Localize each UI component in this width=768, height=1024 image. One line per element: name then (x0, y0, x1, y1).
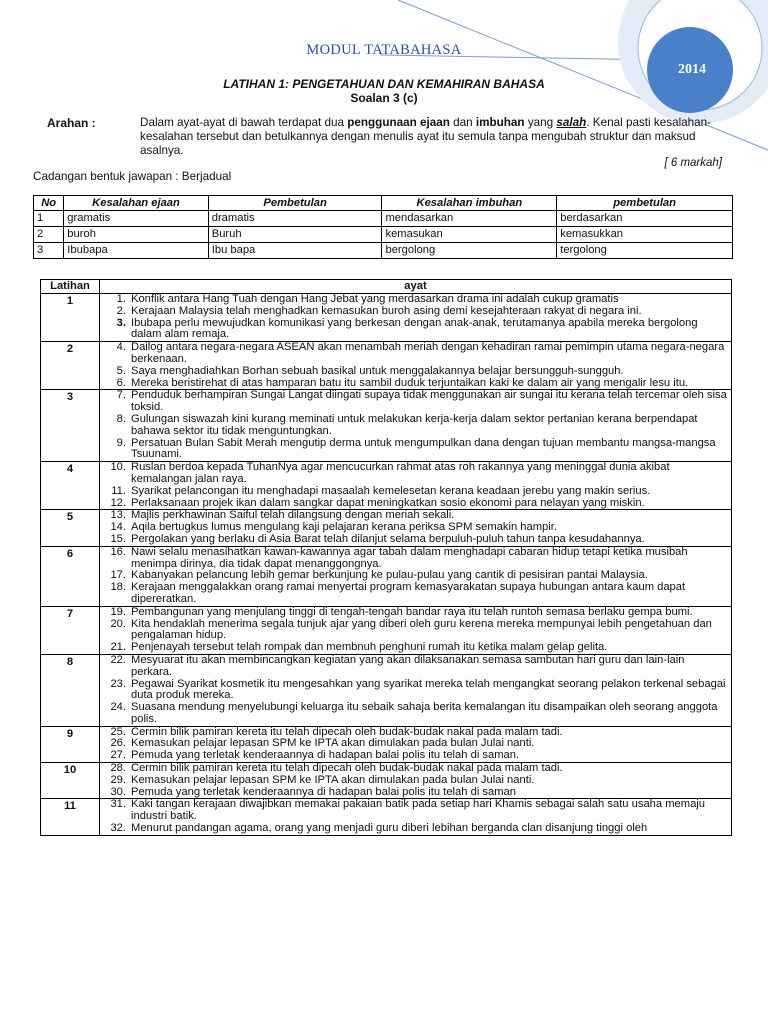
sentence-item (100, 655, 731, 679)
latihan-row (41, 763, 732, 799)
col-header-latihan: Latihan (41, 280, 100, 294)
markah-label: [ 6 markah] (664, 157, 722, 169)
latihan-number: 4 (41, 462, 100, 510)
sentence-number: 10. (110, 461, 126, 474)
latihan-number: 2 (41, 342, 100, 390)
sentence-item (100, 582, 731, 606)
sample-answer-table (33, 195, 733, 259)
ayat-cell (100, 294, 732, 342)
sentence-text: Penjenayah tersebut telah rompak dan membnuh penghuni rumah itu ketika malam gelap gelita. (131, 641, 608, 654)
ayat-cell (100, 799, 732, 835)
sentence-text: Gulungan siswazah kini kurang meminati untuk melakukan kerja-kerja dalam sektor pertanian kerana berpendapat bahawa sektor itu tidak menguntungkan. (131, 412, 698, 437)
table-cell: Ibu bapa (208, 243, 382, 259)
modul-title: MODUL TATABAHASA (306, 42, 462, 58)
sentence-number: 5. (116, 364, 126, 377)
table-cell: bergolong (382, 243, 557, 259)
sentence-text: Cermin bilik pamiran kereta itu telah dipecah oleh budak-budak nakal pada malam tadi. (131, 762, 563, 775)
latihan-number: 3 (41, 390, 100, 462)
sentence-text: Kerajaan Malaysia telah menghadkan kemasukan buroh asing demi kesejahteraan rakyat di negara ini. (131, 304, 642, 317)
latihan-number: 5 (41, 510, 100, 546)
year-label: 2014 (678, 62, 706, 77)
ayat-cell (100, 462, 732, 510)
sentence-number: 19. (110, 605, 126, 618)
sentence-number: 18. (110, 581, 126, 594)
table-cell: 1 (34, 211, 64, 227)
sentence-item (100, 438, 731, 462)
table-row (34, 211, 733, 227)
latihan-number: 6 (41, 546, 100, 606)
sentence-item (100, 534, 731, 546)
latihan-title: LATIHAN 1: PENGETAHUAN DAN KEMAHIRAN BAHASA (223, 77, 545, 91)
sentence-text: Dailog antara negara-negara ASEAN akan menambah meriah dengan kehadiran ramai pemimpin utama negara-negara berkenaan. (131, 341, 725, 365)
sentence-number: 22. (110, 653, 126, 666)
table-cell: berdasarkan (557, 211, 733, 227)
latihan-row (41, 390, 732, 462)
sentence-text: Ruslan berdoa kepada TuhanNya agar mencucurkan rahmat atas roh rakannya yang meninggal dunia akibat kemalangan jalan raya. (131, 461, 670, 485)
sentence-number: 20. (110, 617, 126, 630)
ayat-cell (100, 510, 732, 546)
sentence-item (100, 486, 731, 498)
col-header-pembetulan: Pembetulan (208, 196, 382, 211)
sentence-text: Kaki tangan kerajaan diwajibkan memakai pakaian batik pada setiap hari Khamis sebagai salah satu usaha memaju industri batik. (131, 798, 706, 823)
sentence-item (100, 378, 731, 390)
sentence-item (100, 679, 731, 703)
arahan-label: Arahan : (47, 116, 96, 130)
sentence-text: Ibubapa perlu mewujudkan komunikasi yang berkesan dengan anak-anak, terutamanya apabila mereka bergolong dalam alam remaja. (131, 316, 698, 341)
sentence-number: 3. (116, 316, 126, 329)
sentence-item (100, 498, 731, 510)
col-header-ayat: ayat (100, 280, 732, 294)
sentence-text: Konflik antara Hang Tuah dengan Hang Jebat yang merdasarkan drama ini adalah cukup gramatis (131, 293, 619, 305)
table-cell: Ibubapa (64, 243, 208, 259)
sentence-number: 28. (110, 762, 126, 775)
sentence-text: Syarikat pelancongan itu menghadapi masaalah kemelesetan kerana keadaan jerebu yang makin serius. (131, 484, 651, 497)
sentence-number: 25. (110, 725, 126, 738)
sentence-text: Majlis perkhawinan Saiful telah dilangsung dengan meriah sekali. (131, 509, 455, 522)
sentence-text: Suasana mendung menyelubungi keluarga itu sebaik sahaja berita kemalangan itu disampaikan oleh seorang anggota polis. (131, 701, 718, 725)
sentence-number: 1. (116, 293, 126, 305)
sentence-item (100, 775, 731, 787)
latihan-row (41, 510, 732, 546)
soalan-label: Soalan 3 (c) (350, 91, 418, 105)
sentence-item (100, 823, 731, 835)
sentence-item (100, 342, 731, 366)
latihan-row (41, 546, 732, 606)
latihan-number: 9 (41, 726, 100, 762)
table-cell: 2 (34, 227, 64, 243)
sentence-number: 24. (110, 701, 126, 714)
sentence-text: Mesyuarat itu akan membincangkan kegiatan yang akan dilaksanakan semasa sambutan hari guru dan lain-lain perkara. (131, 653, 685, 678)
table-cell: buroh (64, 227, 208, 243)
col-header-pembetulan-imbuhan: pembetulan (557, 196, 733, 211)
table-cell: 3 (34, 243, 64, 259)
cadangan-text: Cadangan bentuk jawapan : Berjadual (33, 170, 232, 183)
latihan-row (41, 294, 732, 342)
sentence-text: Pembangunan yang menjulang tinggi di tengah-tengah bandar raya itu telah runtoh semasa berlaku gempa bumi. (131, 605, 693, 618)
sentence-number: 30. (110, 785, 126, 798)
sentence-number: 26. (110, 737, 126, 750)
sentence-text: Kerajaan menggalakkan orang ramai menyertai program kemasyarakatan supaya hubungan antara kaum dapat dipereratkan. (131, 581, 686, 605)
col-header-kesalahan-ejaan: Kesalahan ejaan (64, 196, 208, 211)
sentence-text: Saya menghadiahkan Borhan sebuah basikal untuk menggalakannya belajar bersungguh-sungguh. (131, 364, 624, 377)
sentence-text: Pegawai Syarikat kosmetik itu mengesahkan yang syarikat mereka telah mengangkat seorang pelakon terkenal sebagai duta produk mereka. (131, 677, 726, 702)
sentence-item (100, 547, 731, 571)
sentence-number: 23. (110, 677, 126, 690)
sentence-text: Mereka beristirehat di atas hamparan batu itu sambil duduk terjuntaikan kaki ke dalam air yang mengalir lesu itu. (131, 376, 689, 389)
sentence-number: 16. (110, 545, 126, 558)
sentence-number: 12. (110, 496, 126, 509)
latihan-number: 7 (41, 606, 100, 654)
latihan-row (41, 799, 732, 835)
latihan-number: 10 (41, 763, 100, 799)
sentence-text: Kemasukan pelajar lepasan SPM ke IPTA akan dimulakan pada bulan Julai nanti. (131, 737, 535, 750)
ayat-cell (100, 342, 732, 390)
sentence-number: 11. (111, 484, 126, 497)
ayat-cell (100, 546, 732, 606)
table-cell: kemasukkan (557, 227, 733, 243)
table-cell: gramatis (64, 211, 208, 227)
sentence-number: 4. (116, 341, 126, 354)
sentence-number: 27. (110, 749, 126, 762)
ayat-cell (100, 606, 732, 654)
table-row (34, 227, 733, 243)
latihan-row (41, 654, 732, 726)
sentence-text: Cermin bilik pamiran kereta itu telah dipecah oleh budak-budak nakal pada malam tadi. (131, 725, 563, 738)
sentence-text: Menurut pandangan agama, orang yang menjadi guru diberi lebihan berganda clan disanjung tinggi oleh (131, 822, 648, 835)
sentence-text: Penduduk berhampiran Sungai Langat diingati supaya tidak menggunakan air sungai itu kerana telah tercemar oleh sisa toksid. (131, 389, 727, 414)
latihan-table (40, 279, 732, 836)
sentence-text: Pemuda yang terletak kenderaannya di hadapan balai polis itu telah di saman (131, 785, 516, 798)
sentence-item (100, 318, 731, 342)
sentence-item (100, 702, 731, 726)
table-cell: tergolong (557, 243, 733, 259)
ayat-cell (100, 726, 732, 762)
sentence-number: 15. (110, 532, 126, 545)
sentence-item (100, 390, 731, 414)
ayat-cell (100, 654, 732, 726)
latihan-row (41, 342, 732, 390)
sentence-text: Aqila bertugkus lumus mengulang kaji pelajaran kerana periksa SPM semakin hampir. (131, 521, 557, 534)
col-header-kesalahan-imbuhan: Kesalahan imbuhan (382, 196, 557, 211)
table-cell: kemasukan (382, 227, 557, 243)
sentence-item (100, 306, 731, 318)
sentence-number: 21. (110, 641, 126, 654)
table-cell: mendasarkan (382, 211, 557, 227)
latihan-number: 11 (41, 799, 100, 835)
sentence-number: 6. (116, 376, 126, 389)
latihan-row (41, 606, 732, 654)
sentence-item (100, 607, 731, 619)
ayat-cell (100, 390, 732, 462)
sentence-number: 31. (110, 798, 126, 811)
sentence-text: Kabanyakan pelancung lebih gemar berkunjung ke pulau-pulau yang cantik di pesisiran pantai Malaysia. (131, 569, 648, 582)
col-header-no: No (34, 196, 64, 211)
sentence-number: 8. (116, 412, 126, 425)
latihan-row (41, 726, 732, 762)
table-row (34, 243, 733, 259)
latihan-row (41, 462, 732, 510)
sentence-number: 2. (116, 304, 126, 317)
ayat-cell (100, 763, 732, 799)
sentence-item (100, 642, 731, 654)
sentence-item (100, 366, 731, 378)
arahan-text: Dalam ayat-ayat di bawah terdapat dua penggunaan ejaan dan imbuhan yang salah. Kenal pasti kesalahan-kesalahan tersebut dan betulkannya dengan menulis ayat itu semula tanpa mengubah struktur dan maksud asalnya. (140, 116, 712, 157)
sentence-item (100, 619, 731, 643)
sentence-item (100, 787, 731, 799)
sentence-text: Pergolakan yang berlaku di Asia Barat telah dilanjut selama berpuluh-puluh tahun tanpa kesudahannya. (131, 532, 645, 545)
sentence-item (100, 414, 731, 438)
sentence-number: 17. (110, 569, 126, 582)
sentence-text: Nawi selalu menasihatkan kawan-kawannya agar tabah dalam menghadapi cabaran hidup tetapi ketika musibah menimpa dirinya, dia tidak dapat menanggongnya. (131, 545, 688, 570)
sentence-item (100, 750, 731, 762)
sentence-number: 14. (110, 521, 126, 534)
sentence-number: 7. (116, 389, 126, 402)
sentence-item (100, 462, 731, 486)
table-cell: dramatis (208, 211, 382, 227)
sentence-number: 32. (110, 822, 126, 835)
sentence-number: 13. (110, 509, 126, 522)
table-cell: Buruh (208, 227, 382, 243)
sentence-item (100, 799, 731, 823)
sentence-text: Perlaksanaan projek ikan dalam sangkar dapat meningkatkan sosio ekonomi para nelayan yang miskin. (131, 496, 645, 509)
sentence-text: Pemuda yang terletak kenderaannya di hadapan balai polis itu telah di saman. (131, 749, 520, 762)
sentence-text: Kita hendaklah menerima segala tunjuk ajar yang diberi oleh guru kerena mereka mempunyai lebih pengetahuan dan pengalaman hidup. (131, 617, 712, 642)
latihan-number: 1 (41, 294, 100, 342)
sentence-number: 29. (110, 773, 126, 786)
sentence-text: Persatuan Bulan Sabit Merah mengutip derma untuk mengumpulkan dana dengan tujuan membantu mangsa-mangsa Tsuunami. (131, 436, 716, 461)
sentence-text: Kemasukan pelajar lepasan SPM ke IPTA akan dimulakan pada bulan Julai nanti. (131, 773, 535, 786)
sentence-number: 9. (116, 436, 126, 449)
latihan-number: 8 (41, 654, 100, 726)
